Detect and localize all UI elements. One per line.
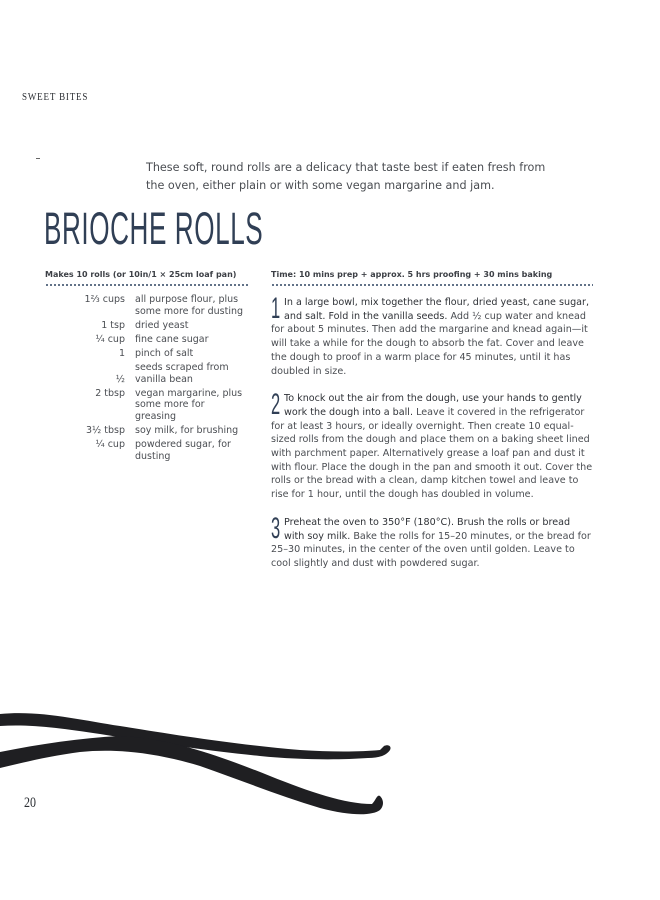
ingredient-name: vanilla bean xyxy=(135,373,193,385)
step-number: 1 xyxy=(271,292,281,325)
ingredient-item xyxy=(45,334,257,346)
ingredient-item xyxy=(45,320,257,332)
ingredient-name: soy milk, for brushing xyxy=(135,424,239,436)
ingredient-quantity: ¼ cup xyxy=(95,333,125,345)
ingredient-item xyxy=(45,388,257,423)
method-steps xyxy=(271,292,593,585)
step-lead-text: In a large bowl, mix together the flour, dried yeast, cane sugar, and salt. Fold in the vanilla seeds. xyxy=(284,297,590,322)
step-lead-text: To knock out the air from the dough, use your hands to gently work the dough into a ball. xyxy=(284,393,582,418)
ingredient-quantity xyxy=(45,362,135,374)
ingredient-name: seeds scraped from xyxy=(135,361,229,373)
ingredient-name: pinch of salt xyxy=(135,347,194,359)
ingredient-name: all purpose flour, plus some more for dusting xyxy=(135,294,244,317)
recipe-time: Time: 10 mins prep + approx. 5 hrs proofing + 30 mins baking xyxy=(271,270,553,279)
step-text: Add ½ cup water and knead for about 5 minutes. Then add the margarine and knead again—it will take a while for the dough to absorb the fat. Cover and leave the dough to proof in a warm place for 45 minutes, until it has doubled in size. xyxy=(271,310,588,377)
step-text: Bake the rolls for 15–20 minutes, or the bread for 25–30 minutes, in the center of the oven until golden. Leave to cool slightly and dust with powdered sugar. xyxy=(271,530,591,569)
ingredient-name: dried yeast xyxy=(135,319,189,331)
ingredient-item xyxy=(45,362,257,374)
step-text: Leave it covered in the refrigerator for at least 3 hours, or ideally overnight. Then create 10 equal-sized rolls from the dough and place them on a baking sheet lined with parchment paper. Alternatively grease a loaf pan and dust it with flour. Place the dough in the pan and smooth it out. Cover the rolls or the bread with a clean, damp kitchen towel and leave to rise for 1 hour, until the dough has doubled in volume. xyxy=(271,406,593,501)
method-step xyxy=(271,388,593,502)
step-lead-text: Preheat the oven to 350°F (180°C). Brush the rolls or bread with soy milk. xyxy=(284,516,571,542)
margin-mark xyxy=(36,158,40,159)
ingredient-quantity: 2 tbsp xyxy=(95,387,125,399)
step-number: 3 xyxy=(271,511,281,545)
method-step xyxy=(271,511,593,571)
ingredient-quantity: 1⅔ cups xyxy=(84,294,125,305)
dotted-divider-right xyxy=(271,284,593,286)
recipe-title: BRIOCHE ROLLS xyxy=(44,203,264,254)
ingredient-item xyxy=(45,374,257,386)
ingredient-name: powdered sugar, for dusting xyxy=(135,439,231,462)
ingredient-list xyxy=(45,294,257,465)
ingredient-quantity: ¼ cup xyxy=(95,439,125,451)
ingredient-item xyxy=(45,348,257,360)
method-step xyxy=(271,292,593,378)
ingredient-quantity: ½ xyxy=(115,373,125,385)
dotted-divider-left xyxy=(45,284,249,286)
step-number: 2 xyxy=(271,388,281,422)
ingredient-name: vegan margarine, plus some more for greasing xyxy=(135,387,243,422)
ingredient-quantity: 1 xyxy=(118,347,125,359)
vanilla-bean-icon xyxy=(0,700,400,830)
page-number: 20 xyxy=(24,795,36,811)
recipe-intro: These soft, round rolls are a delicacy that taste best if eaten fresh from the oven, either plain or with some vegan margarine and jam. xyxy=(146,161,546,192)
ingredient-quantity: 3½ tbsp xyxy=(85,424,125,436)
ingredient-name: fine cane sugar xyxy=(135,333,209,345)
ingredient-item xyxy=(45,439,257,462)
ingredient-item xyxy=(45,425,257,437)
section-label: SWEET BITES xyxy=(22,91,89,103)
ingredient-quantity: 1 tsp xyxy=(101,319,125,331)
recipe-yield: Makes 10 rolls (or 10in/1 × 25cm loaf pan) xyxy=(45,270,237,279)
ingredient-item xyxy=(45,294,257,317)
